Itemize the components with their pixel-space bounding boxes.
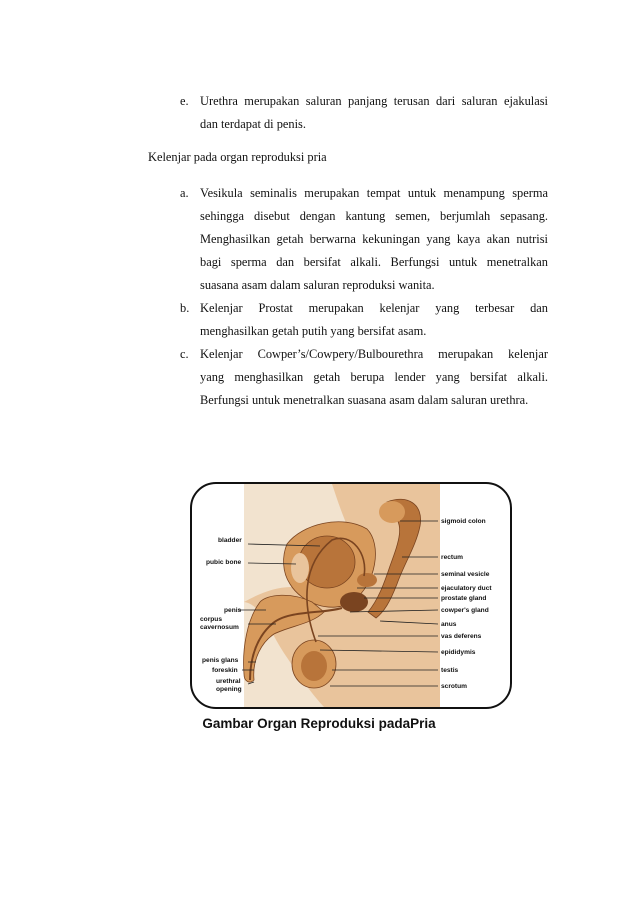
label-vas-deferens: vas deferens [441, 633, 482, 640]
label-penis: penis [224, 607, 242, 614]
label-ejaculatory-duct: ejaculatory duct [441, 585, 492, 592]
label-foreskin: foreskin [212, 667, 238, 674]
text-line: Berfungsi untuk menetralkan suasana asam dalam saluran urethra. [200, 393, 529, 407]
text-line: Kelenjar Prostat merupakan kelenjar yang terbesar dan [200, 301, 548, 315]
testis-inner [301, 651, 327, 681]
label-urethral: urethral [216, 678, 241, 685]
list-marker: b. [180, 301, 190, 315]
seminal-vesicle-organ [357, 573, 377, 587]
label-corpus: corpus [200, 616, 222, 623]
label-epididymis: epididymis [441, 649, 476, 656]
text-line: dan terdapat di penis. [200, 117, 306, 131]
text-line: Urethra merupakan saluran panjang terusan dari saluran ejakulasi [200, 94, 548, 108]
anatomy-figure-frame [190, 482, 512, 709]
text-line: Menghasilkan getah berwarna kekuningan yang kaya akan nutrisi [200, 232, 548, 246]
list-item-b [180, 297, 548, 343]
text-line: Kelenjar Cowper’s/Cowpery/Bulbourethra merupakan kelenjar [200, 347, 548, 361]
list-marker: e. [180, 94, 189, 108]
label-bladder: bladder [218, 537, 242, 544]
male-reproductive-anatomy-illustration [192, 484, 510, 707]
text-line: sehingga disebut dengan kantung semen, berjumlah sepasang. [200, 209, 548, 223]
sigmoid-colon-organ [379, 501, 405, 523]
pubic-bone-organ [291, 553, 309, 583]
label-anus: anus [441, 621, 457, 628]
list-item-c [180, 343, 548, 412]
label-testis: testis [441, 667, 459, 674]
label-pubic-bone: pubic bone [206, 559, 242, 566]
label-cavernosum: cavernosum [200, 624, 239, 631]
section-heading: Kelenjar pada organ reproduksi pria [148, 150, 327, 164]
label-seminal-vesicle: seminal vesicle [441, 571, 490, 578]
text-line: Vesikula seminalis merupakan tempat untuk menampung sperma [200, 186, 548, 200]
label-rectum: rectum [441, 554, 463, 561]
prostate-organ [340, 592, 368, 612]
text-line: bagi sperma dan bersifat alkali. Berfungsi untuk menetralkan [200, 255, 548, 269]
list-item-e [180, 90, 548, 136]
figure-caption: Gambar Organ Reproduksi padaPria [202, 716, 436, 731]
list-marker: c. [180, 347, 189, 361]
label-cowpers-gland: cowper's gland [441, 607, 489, 614]
label-penis-glans: penis glans [202, 657, 239, 664]
text-line: suasana asam dalam saluran reproduksi wanita. [200, 278, 435, 292]
label-sigmoid-colon: sigmoid colon [441, 518, 486, 525]
list-marker: a. [180, 186, 189, 200]
label-scrotum: scrotum [441, 683, 468, 690]
label-prostate-gland: prostate gland [441, 595, 487, 602]
text-line: yang menghasilkan getah berupa lender yang bersifat alkali. [200, 370, 548, 384]
list-item-a [180, 182, 548, 297]
text-line: menghasilkan getah putih yang bersifat asam. [200, 324, 427, 338]
label-opening: opening [216, 686, 242, 693]
